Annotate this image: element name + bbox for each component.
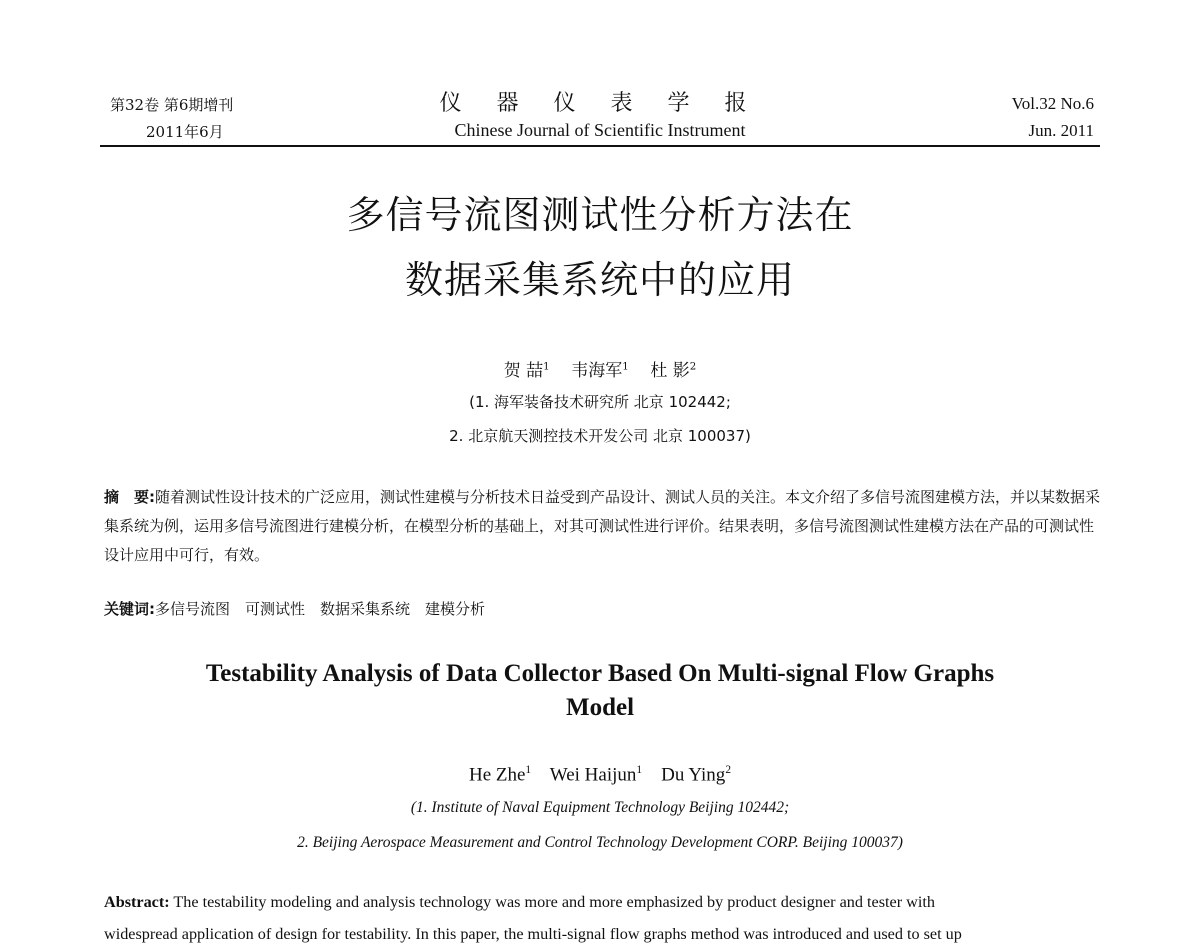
- abstract-cn-text: 随着测试性设计技术的广泛应用，测试性建模与分析技术日益受到产品设计、测试人员的关注。本文介绍了多信号流图建模方法，并以某数据采集系统为例，运用多信号流图进行建模分析，在模型分析的基础上，对其可测试性进行评价。结果表明，多信号流图测试性建模方法在产品的可测试性设计应用中可行，有效。: [104, 488, 1101, 564]
- header-rule: [100, 145, 1100, 147]
- author-en-1-mark: 1: [525, 764, 532, 776]
- affiliation-en-1: (1. Institute of Naval Equipment Technology Beijing 102442;: [410, 799, 790, 816]
- date-en: Jun. 2011: [1028, 121, 1094, 140]
- abstract-en-line1: [104, 886, 1104, 918]
- abstract-cn-label: 摘 要:: [104, 488, 155, 506]
- author-en-1: He Zhe: [468, 764, 526, 786]
- affiliation-cn-2: 2. 北京航天测控技术开发公司 北京 100037): [449, 427, 751, 445]
- author-en-3: Du Ying: [661, 764, 726, 786]
- keywords-cn-label: 关键词:: [104, 600, 155, 618]
- title-en-line2: Model: [565, 694, 635, 721]
- authors-en: [0, 764, 1200, 786]
- journal-name-cn: 仪 器 仪 表 学 报: [439, 91, 761, 116]
- keywords-cn: [104, 595, 1104, 624]
- author-cn-2-mark: 1: [622, 361, 629, 373]
- author-en-2: Wei Haijun: [549, 764, 637, 786]
- author-cn-3-mark: 2: [689, 361, 697, 373]
- title-en-line1: Testability Analysis of Data Collector Based On Multi-signal Flow Graphs: [205, 660, 995, 687]
- authors-cn: [0, 356, 1200, 381]
- abstract-cn: [104, 483, 1104, 570]
- author-cn-2: 韦海军: [571, 361, 623, 381]
- volume-issue-cn: 第32卷 第6期增刊: [110, 96, 234, 114]
- abstract-en-line2: widespread application of design for testability. In this paper, the multi-signal flow graphs method was introduced and used to set up: [104, 925, 962, 943]
- author-cn-1: 贺 喆: [503, 361, 544, 381]
- affiliation-en-2: 2. Beijing Aerospace Measurement and Control Technology Development CORP. Beijing 100037): [297, 834, 903, 851]
- keywords-cn-text: 多信号流图 可测试性 数据采集系统 建模分析: [155, 600, 486, 618]
- author-en-3-mark: 2: [725, 764, 732, 776]
- author-cn-3: 杜 影: [650, 361, 690, 381]
- title-cn-line2: 数据采集系统中的应用: [404, 258, 795, 302]
- volume-issue-en: Vol.32 No.6: [1011, 94, 1094, 113]
- abstract-en-label: Abstract:: [104, 893, 170, 911]
- abstract-en-text-1: The testability modeling and analysis technology was more and more emphasized by product designer and tester with: [173, 893, 935, 911]
- author-cn-1-mark: 1: [543, 361, 550, 373]
- date-cn: 2011年6月: [146, 123, 224, 141]
- author-en-2-mark: 1: [636, 764, 643, 776]
- title-cn-line1: 多信号流图测试性分析方法在: [346, 193, 854, 237]
- journal-name-en: Chinese Journal of Scientific Instrument: [454, 120, 746, 140]
- affiliation-cn-1: (1. 海军装备技术研究所 北京 102442;: [469, 393, 731, 411]
